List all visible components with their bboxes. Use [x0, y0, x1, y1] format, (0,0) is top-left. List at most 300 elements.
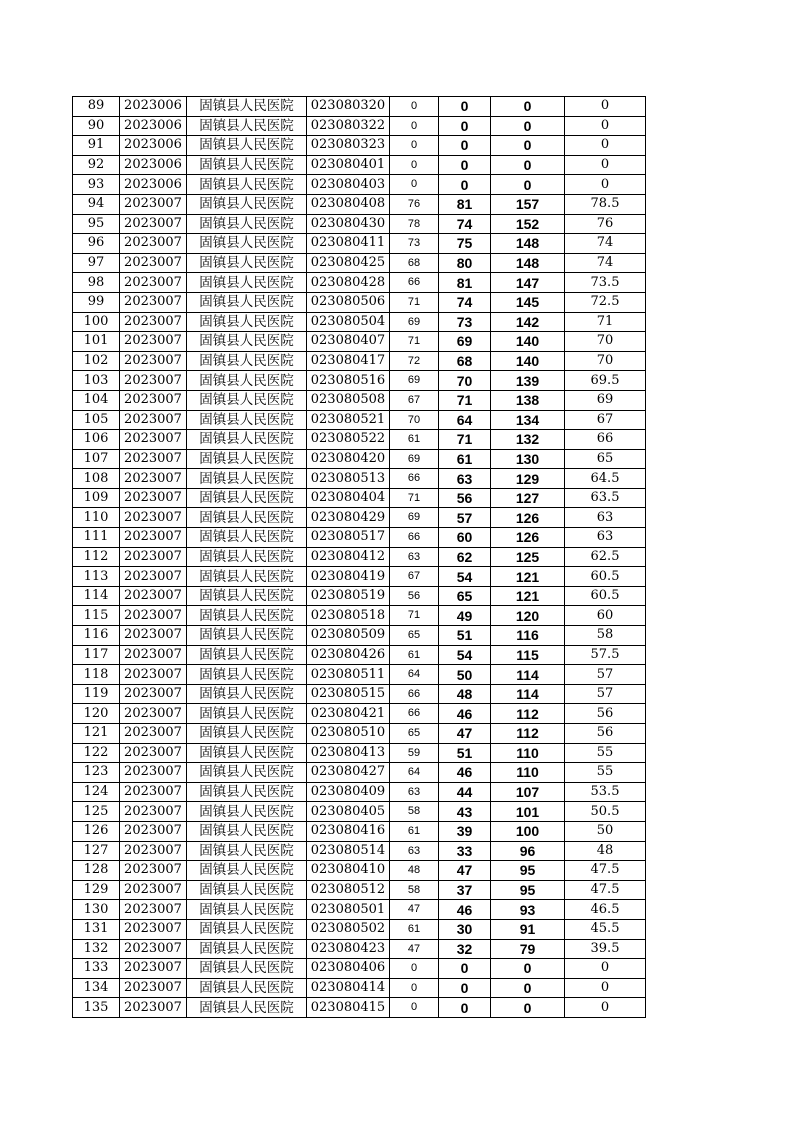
- total-cell: 0: [491, 97, 565, 117]
- unit-cell: 固镇县人民医院: [187, 724, 307, 744]
- table-row: [73, 547, 646, 567]
- table-row: [73, 586, 646, 606]
- ticket-id-cell: 023080404: [307, 488, 390, 508]
- ticket-id-cell: 023080521: [307, 410, 390, 430]
- table-row: [73, 371, 646, 391]
- table-row: [73, 606, 646, 626]
- score-2-cell: 54: [439, 567, 491, 587]
- table-row: [73, 841, 646, 861]
- position-code-cell: 2023007: [120, 743, 187, 763]
- unit-cell: 固镇县人民医院: [187, 998, 307, 1018]
- seq-cell: 93: [73, 175, 120, 195]
- total-cell: 112: [491, 724, 565, 744]
- total-cell: 140: [491, 332, 565, 352]
- ticket-id-cell: 023080401: [307, 155, 390, 175]
- average-cell: 0: [565, 155, 646, 175]
- position-code-cell: 2023006: [120, 155, 187, 175]
- table-row: [73, 821, 646, 841]
- ticket-id-cell: 023080416: [307, 821, 390, 841]
- position-code-cell: 2023007: [120, 351, 187, 371]
- unit-cell: 固镇县人民医院: [187, 253, 307, 273]
- score-1-cell: 61: [390, 645, 439, 665]
- table-row: [73, 136, 646, 156]
- ticket-id-cell: 023080427: [307, 763, 390, 783]
- position-code-cell: 2023007: [120, 606, 187, 626]
- table-row: [73, 155, 646, 175]
- score-1-cell: 63: [390, 547, 439, 567]
- score-1-cell: 56: [390, 586, 439, 606]
- position-code-cell: 2023007: [120, 684, 187, 704]
- seq-cell: 100: [73, 312, 120, 332]
- position-code-cell: 2023007: [120, 253, 187, 273]
- score-1-cell: 71: [390, 332, 439, 352]
- seq-cell: 112: [73, 547, 120, 567]
- ticket-id-cell: 023080415: [307, 998, 390, 1018]
- table-row: [73, 292, 646, 312]
- seq-cell: 104: [73, 390, 120, 410]
- unit-cell: 固镇县人民医院: [187, 763, 307, 783]
- score-2-cell: 0: [439, 136, 491, 156]
- unit-cell: 固镇县人民医院: [187, 449, 307, 469]
- score-1-cell: 66: [390, 704, 439, 724]
- position-code-cell: 2023007: [120, 292, 187, 312]
- ticket-id-cell: 023080406: [307, 959, 390, 979]
- table-row: [73, 704, 646, 724]
- table-row: [73, 214, 646, 234]
- table-row: [73, 900, 646, 920]
- position-code-cell: 2023007: [120, 547, 187, 567]
- position-code-cell: 2023007: [120, 763, 187, 783]
- unit-cell: 固镇县人民医院: [187, 586, 307, 606]
- position-code-cell: 2023006: [120, 136, 187, 156]
- average-cell: 0: [565, 175, 646, 195]
- average-cell: 70: [565, 332, 646, 352]
- score-1-cell: 69: [390, 449, 439, 469]
- average-cell: 74: [565, 234, 646, 254]
- ticket-id-cell: 023080420: [307, 449, 390, 469]
- seq-cell: 115: [73, 606, 120, 626]
- table-row: [73, 939, 646, 959]
- ticket-id-cell: 023080417: [307, 351, 390, 371]
- score-1-cell: 64: [390, 763, 439, 783]
- score-1-cell: 66: [390, 528, 439, 548]
- average-cell: 45.5: [565, 919, 646, 939]
- total-cell: 148: [491, 253, 565, 273]
- average-cell: 60: [565, 606, 646, 626]
- total-cell: 0: [491, 998, 565, 1018]
- unit-cell: 固镇县人民医院: [187, 645, 307, 665]
- table-row: [73, 488, 646, 508]
- score-2-cell: 64: [439, 410, 491, 430]
- total-cell: 130: [491, 449, 565, 469]
- score-1-cell: 64: [390, 665, 439, 685]
- unit-cell: 固镇县人民医院: [187, 234, 307, 254]
- position-code-cell: 2023006: [120, 116, 187, 136]
- total-cell: 95: [491, 861, 565, 881]
- table-row: [73, 724, 646, 744]
- table-row: [73, 410, 646, 430]
- table-row: [73, 351, 646, 371]
- unit-cell: 固镇县人民医院: [187, 351, 307, 371]
- unit-cell: 固镇县人民医院: [187, 175, 307, 195]
- total-cell: 126: [491, 528, 565, 548]
- score-2-cell: 74: [439, 214, 491, 234]
- position-code-cell: 2023007: [120, 665, 187, 685]
- position-code-cell: 2023006: [120, 175, 187, 195]
- position-code-cell: 2023007: [120, 567, 187, 587]
- average-cell: 57: [565, 684, 646, 704]
- average-cell: 69.5: [565, 371, 646, 391]
- seq-cell: 132: [73, 939, 120, 959]
- score-1-cell: 0: [390, 175, 439, 195]
- average-cell: 64.5: [565, 469, 646, 489]
- average-cell: 63: [565, 528, 646, 548]
- unit-cell: 固镇县人民医院: [187, 332, 307, 352]
- table-row: [73, 332, 646, 352]
- total-cell: 114: [491, 665, 565, 685]
- average-cell: 53.5: [565, 782, 646, 802]
- seq-cell: 121: [73, 724, 120, 744]
- table-row: [73, 802, 646, 822]
- score-2-cell: 61: [439, 449, 491, 469]
- total-cell: 148: [491, 234, 565, 254]
- score-2-cell: 71: [439, 390, 491, 410]
- average-cell: 78.5: [565, 194, 646, 214]
- score-1-cell: 69: [390, 312, 439, 332]
- seq-cell: 119: [73, 684, 120, 704]
- seq-cell: 97: [73, 253, 120, 273]
- position-code-cell: 2023007: [120, 312, 187, 332]
- unit-cell: 固镇县人民医院: [187, 626, 307, 646]
- seq-cell: 98: [73, 273, 120, 293]
- seq-cell: 101: [73, 332, 120, 352]
- score-2-cell: 0: [439, 978, 491, 998]
- score-2-cell: 71: [439, 430, 491, 450]
- table-row: [73, 253, 646, 273]
- seq-cell: 103: [73, 371, 120, 391]
- average-cell: 60.5: [565, 567, 646, 587]
- table-row: [73, 743, 646, 763]
- ticket-id-cell: 023080320: [307, 97, 390, 117]
- score-1-cell: 73: [390, 234, 439, 254]
- position-code-cell: 2023007: [120, 626, 187, 646]
- ticket-id-cell: 023080508: [307, 390, 390, 410]
- score-2-cell: 46: [439, 704, 491, 724]
- total-cell: 126: [491, 508, 565, 528]
- score-table: [72, 96, 646, 1018]
- unit-cell: 固镇县人民医院: [187, 704, 307, 724]
- total-cell: 114: [491, 684, 565, 704]
- score-1-cell: 78: [390, 214, 439, 234]
- position-code-cell: 2023007: [120, 508, 187, 528]
- seq-cell: 134: [73, 978, 120, 998]
- unit-cell: 固镇县人民医院: [187, 567, 307, 587]
- average-cell: 0: [565, 136, 646, 156]
- position-code-cell: 2023007: [120, 861, 187, 881]
- total-cell: 112: [491, 704, 565, 724]
- score-2-cell: 48: [439, 684, 491, 704]
- score-1-cell: 59: [390, 743, 439, 763]
- ticket-id-cell: 023080322: [307, 116, 390, 136]
- score-2-cell: 60: [439, 528, 491, 548]
- position-code-cell: 2023007: [120, 410, 187, 430]
- average-cell: 74: [565, 253, 646, 273]
- average-cell: 0: [565, 97, 646, 117]
- ticket-id-cell: 023080413: [307, 743, 390, 763]
- total-cell: 91: [491, 919, 565, 939]
- total-cell: 127: [491, 488, 565, 508]
- total-cell: 121: [491, 567, 565, 587]
- unit-cell: 固镇县人民医院: [187, 214, 307, 234]
- unit-cell: 固镇县人民医院: [187, 939, 307, 959]
- ticket-id-cell: 023080407: [307, 332, 390, 352]
- ticket-id-cell: 023080403: [307, 175, 390, 195]
- score-1-cell: 68: [390, 253, 439, 273]
- position-code-cell: 2023007: [120, 978, 187, 998]
- seq-cell: 128: [73, 861, 120, 881]
- score-2-cell: 0: [439, 175, 491, 195]
- ticket-id-cell: 023080502: [307, 919, 390, 939]
- score-2-cell: 68: [439, 351, 491, 371]
- seq-cell: 113: [73, 567, 120, 587]
- position-code-cell: 2023007: [120, 645, 187, 665]
- score-2-cell: 30: [439, 919, 491, 939]
- ticket-id-cell: 023080323: [307, 136, 390, 156]
- unit-cell: 固镇县人民医院: [187, 97, 307, 117]
- table-body: [73, 97, 646, 1018]
- seq-cell: 116: [73, 626, 120, 646]
- score-1-cell: 65: [390, 724, 439, 744]
- position-code-cell: 2023007: [120, 430, 187, 450]
- total-cell: 93: [491, 900, 565, 920]
- score-2-cell: 0: [439, 116, 491, 136]
- seq-cell: 102: [73, 351, 120, 371]
- ticket-id-cell: 023080426: [307, 645, 390, 665]
- seq-cell: 106: [73, 430, 120, 450]
- average-cell: 69: [565, 390, 646, 410]
- unit-cell: 固镇县人民医院: [187, 469, 307, 489]
- average-cell: 71: [565, 312, 646, 332]
- score-1-cell: 48: [390, 861, 439, 881]
- score-2-cell: 51: [439, 626, 491, 646]
- average-cell: 50.5: [565, 802, 646, 822]
- seq-cell: 96: [73, 234, 120, 254]
- table-row: [73, 919, 646, 939]
- score-1-cell: 66: [390, 469, 439, 489]
- unit-cell: 固镇县人民医院: [187, 743, 307, 763]
- position-code-cell: 2023007: [120, 724, 187, 744]
- score-1-cell: 70: [390, 410, 439, 430]
- total-cell: 142: [491, 312, 565, 332]
- position-code-cell: 2023007: [120, 880, 187, 900]
- score-2-cell: 39: [439, 821, 491, 841]
- total-cell: 121: [491, 586, 565, 606]
- average-cell: 62.5: [565, 547, 646, 567]
- ticket-id-cell: 023080510: [307, 724, 390, 744]
- table-row: [73, 626, 646, 646]
- unit-cell: 固镇县人民医院: [187, 880, 307, 900]
- total-cell: 0: [491, 175, 565, 195]
- score-2-cell: 50: [439, 665, 491, 685]
- table-row: [73, 508, 646, 528]
- seq-cell: 120: [73, 704, 120, 724]
- total-cell: 129: [491, 469, 565, 489]
- seq-cell: 118: [73, 665, 120, 685]
- table-row: [73, 978, 646, 998]
- unit-cell: 固镇县人民医院: [187, 371, 307, 391]
- seq-cell: 111: [73, 528, 120, 548]
- score-1-cell: 47: [390, 939, 439, 959]
- table-row: [73, 959, 646, 979]
- total-cell: 132: [491, 430, 565, 450]
- ticket-id-cell: 023080430: [307, 214, 390, 234]
- score-1-cell: 71: [390, 488, 439, 508]
- score-2-cell: 44: [439, 782, 491, 802]
- total-cell: 157: [491, 194, 565, 214]
- position-code-cell: 2023007: [120, 959, 187, 979]
- score-2-cell: 43: [439, 802, 491, 822]
- score-2-cell: 33: [439, 841, 491, 861]
- score-1-cell: 69: [390, 508, 439, 528]
- table-row: [73, 273, 646, 293]
- unit-cell: 固镇县人民医院: [187, 136, 307, 156]
- table-row: [73, 861, 646, 881]
- table-row: [73, 880, 646, 900]
- seq-cell: 124: [73, 782, 120, 802]
- average-cell: 57.5: [565, 645, 646, 665]
- score-2-cell: 56: [439, 488, 491, 508]
- score-2-cell: 0: [439, 959, 491, 979]
- average-cell: 0: [565, 959, 646, 979]
- score-1-cell: 0: [390, 998, 439, 1018]
- position-code-cell: 2023007: [120, 821, 187, 841]
- ticket-id-cell: 023080522: [307, 430, 390, 450]
- position-code-cell: 2023007: [120, 390, 187, 410]
- total-cell: 139: [491, 371, 565, 391]
- ticket-id-cell: 023080514: [307, 841, 390, 861]
- score-1-cell: 65: [390, 626, 439, 646]
- average-cell: 70: [565, 351, 646, 371]
- position-code-cell: 2023007: [120, 841, 187, 861]
- score-2-cell: 47: [439, 861, 491, 881]
- ticket-id-cell: 023080506: [307, 292, 390, 312]
- seq-cell: 90: [73, 116, 120, 136]
- ticket-id-cell: 023080501: [307, 900, 390, 920]
- seq-cell: 105: [73, 410, 120, 430]
- position-code-cell: 2023007: [120, 449, 187, 469]
- seq-cell: 92: [73, 155, 120, 175]
- table-row: [73, 528, 646, 548]
- score-1-cell: 71: [390, 606, 439, 626]
- ticket-id-cell: 023080419: [307, 567, 390, 587]
- table-row: [73, 567, 646, 587]
- table-row: [73, 665, 646, 685]
- seq-cell: 123: [73, 763, 120, 783]
- score-1-cell: 0: [390, 155, 439, 175]
- unit-cell: 固镇县人民医院: [187, 684, 307, 704]
- ticket-id-cell: 023080411: [307, 234, 390, 254]
- average-cell: 0: [565, 116, 646, 136]
- seq-cell: 130: [73, 900, 120, 920]
- ticket-id-cell: 023080429: [307, 508, 390, 528]
- average-cell: 57: [565, 665, 646, 685]
- ticket-id-cell: 023080409: [307, 782, 390, 802]
- score-2-cell: 57: [439, 508, 491, 528]
- score-1-cell: 63: [390, 841, 439, 861]
- total-cell: 0: [491, 959, 565, 979]
- total-cell: 0: [491, 136, 565, 156]
- table-row: [73, 312, 646, 332]
- average-cell: 63.5: [565, 488, 646, 508]
- average-cell: 0: [565, 998, 646, 1018]
- score-1-cell: 76: [390, 194, 439, 214]
- ticket-id-cell: 023080408: [307, 194, 390, 214]
- score-1-cell: 71: [390, 292, 439, 312]
- total-cell: 152: [491, 214, 565, 234]
- table-row: [73, 97, 646, 117]
- unit-cell: 固镇县人民医院: [187, 959, 307, 979]
- position-code-cell: 2023007: [120, 704, 187, 724]
- ticket-id-cell: 023080518: [307, 606, 390, 626]
- score-1-cell: 47: [390, 900, 439, 920]
- seq-cell: 127: [73, 841, 120, 861]
- unit-cell: 固镇县人民医院: [187, 821, 307, 841]
- table-row: [73, 998, 646, 1018]
- ticket-id-cell: 023080504: [307, 312, 390, 332]
- ticket-id-cell: 023080515: [307, 684, 390, 704]
- score-2-cell: 54: [439, 645, 491, 665]
- unit-cell: 固镇县人民医院: [187, 292, 307, 312]
- score-2-cell: 69: [439, 332, 491, 352]
- total-cell: 116: [491, 626, 565, 646]
- position-code-cell: 2023007: [120, 939, 187, 959]
- average-cell: 46.5: [565, 900, 646, 920]
- average-cell: 47.5: [565, 861, 646, 881]
- total-cell: 100: [491, 821, 565, 841]
- seq-cell: 126: [73, 821, 120, 841]
- unit-cell: 固镇县人民医院: [187, 116, 307, 136]
- total-cell: 145: [491, 292, 565, 312]
- seq-cell: 114: [73, 586, 120, 606]
- ticket-id-cell: 023080511: [307, 665, 390, 685]
- score-2-cell: 46: [439, 900, 491, 920]
- score-2-cell: 65: [439, 586, 491, 606]
- total-cell: 0: [491, 116, 565, 136]
- score-2-cell: 73: [439, 312, 491, 332]
- position-code-cell: 2023007: [120, 586, 187, 606]
- table-row: [73, 175, 646, 195]
- unit-cell: 固镇县人民医院: [187, 978, 307, 998]
- score-1-cell: 63: [390, 782, 439, 802]
- table-row: [73, 645, 646, 665]
- unit-cell: 固镇县人民医院: [187, 547, 307, 567]
- score-2-cell: 74: [439, 292, 491, 312]
- seq-cell: 91: [73, 136, 120, 156]
- seq-cell: 99: [73, 292, 120, 312]
- table-row: [73, 430, 646, 450]
- score-1-cell: 67: [390, 390, 439, 410]
- average-cell: 60.5: [565, 586, 646, 606]
- total-cell: 115: [491, 645, 565, 665]
- average-cell: 0: [565, 978, 646, 998]
- score-1-cell: 61: [390, 430, 439, 450]
- seq-cell: 95: [73, 214, 120, 234]
- average-cell: 72.5: [565, 292, 646, 312]
- score-2-cell: 0: [439, 998, 491, 1018]
- score-2-cell: 80: [439, 253, 491, 273]
- average-cell: 67: [565, 410, 646, 430]
- average-cell: 65: [565, 449, 646, 469]
